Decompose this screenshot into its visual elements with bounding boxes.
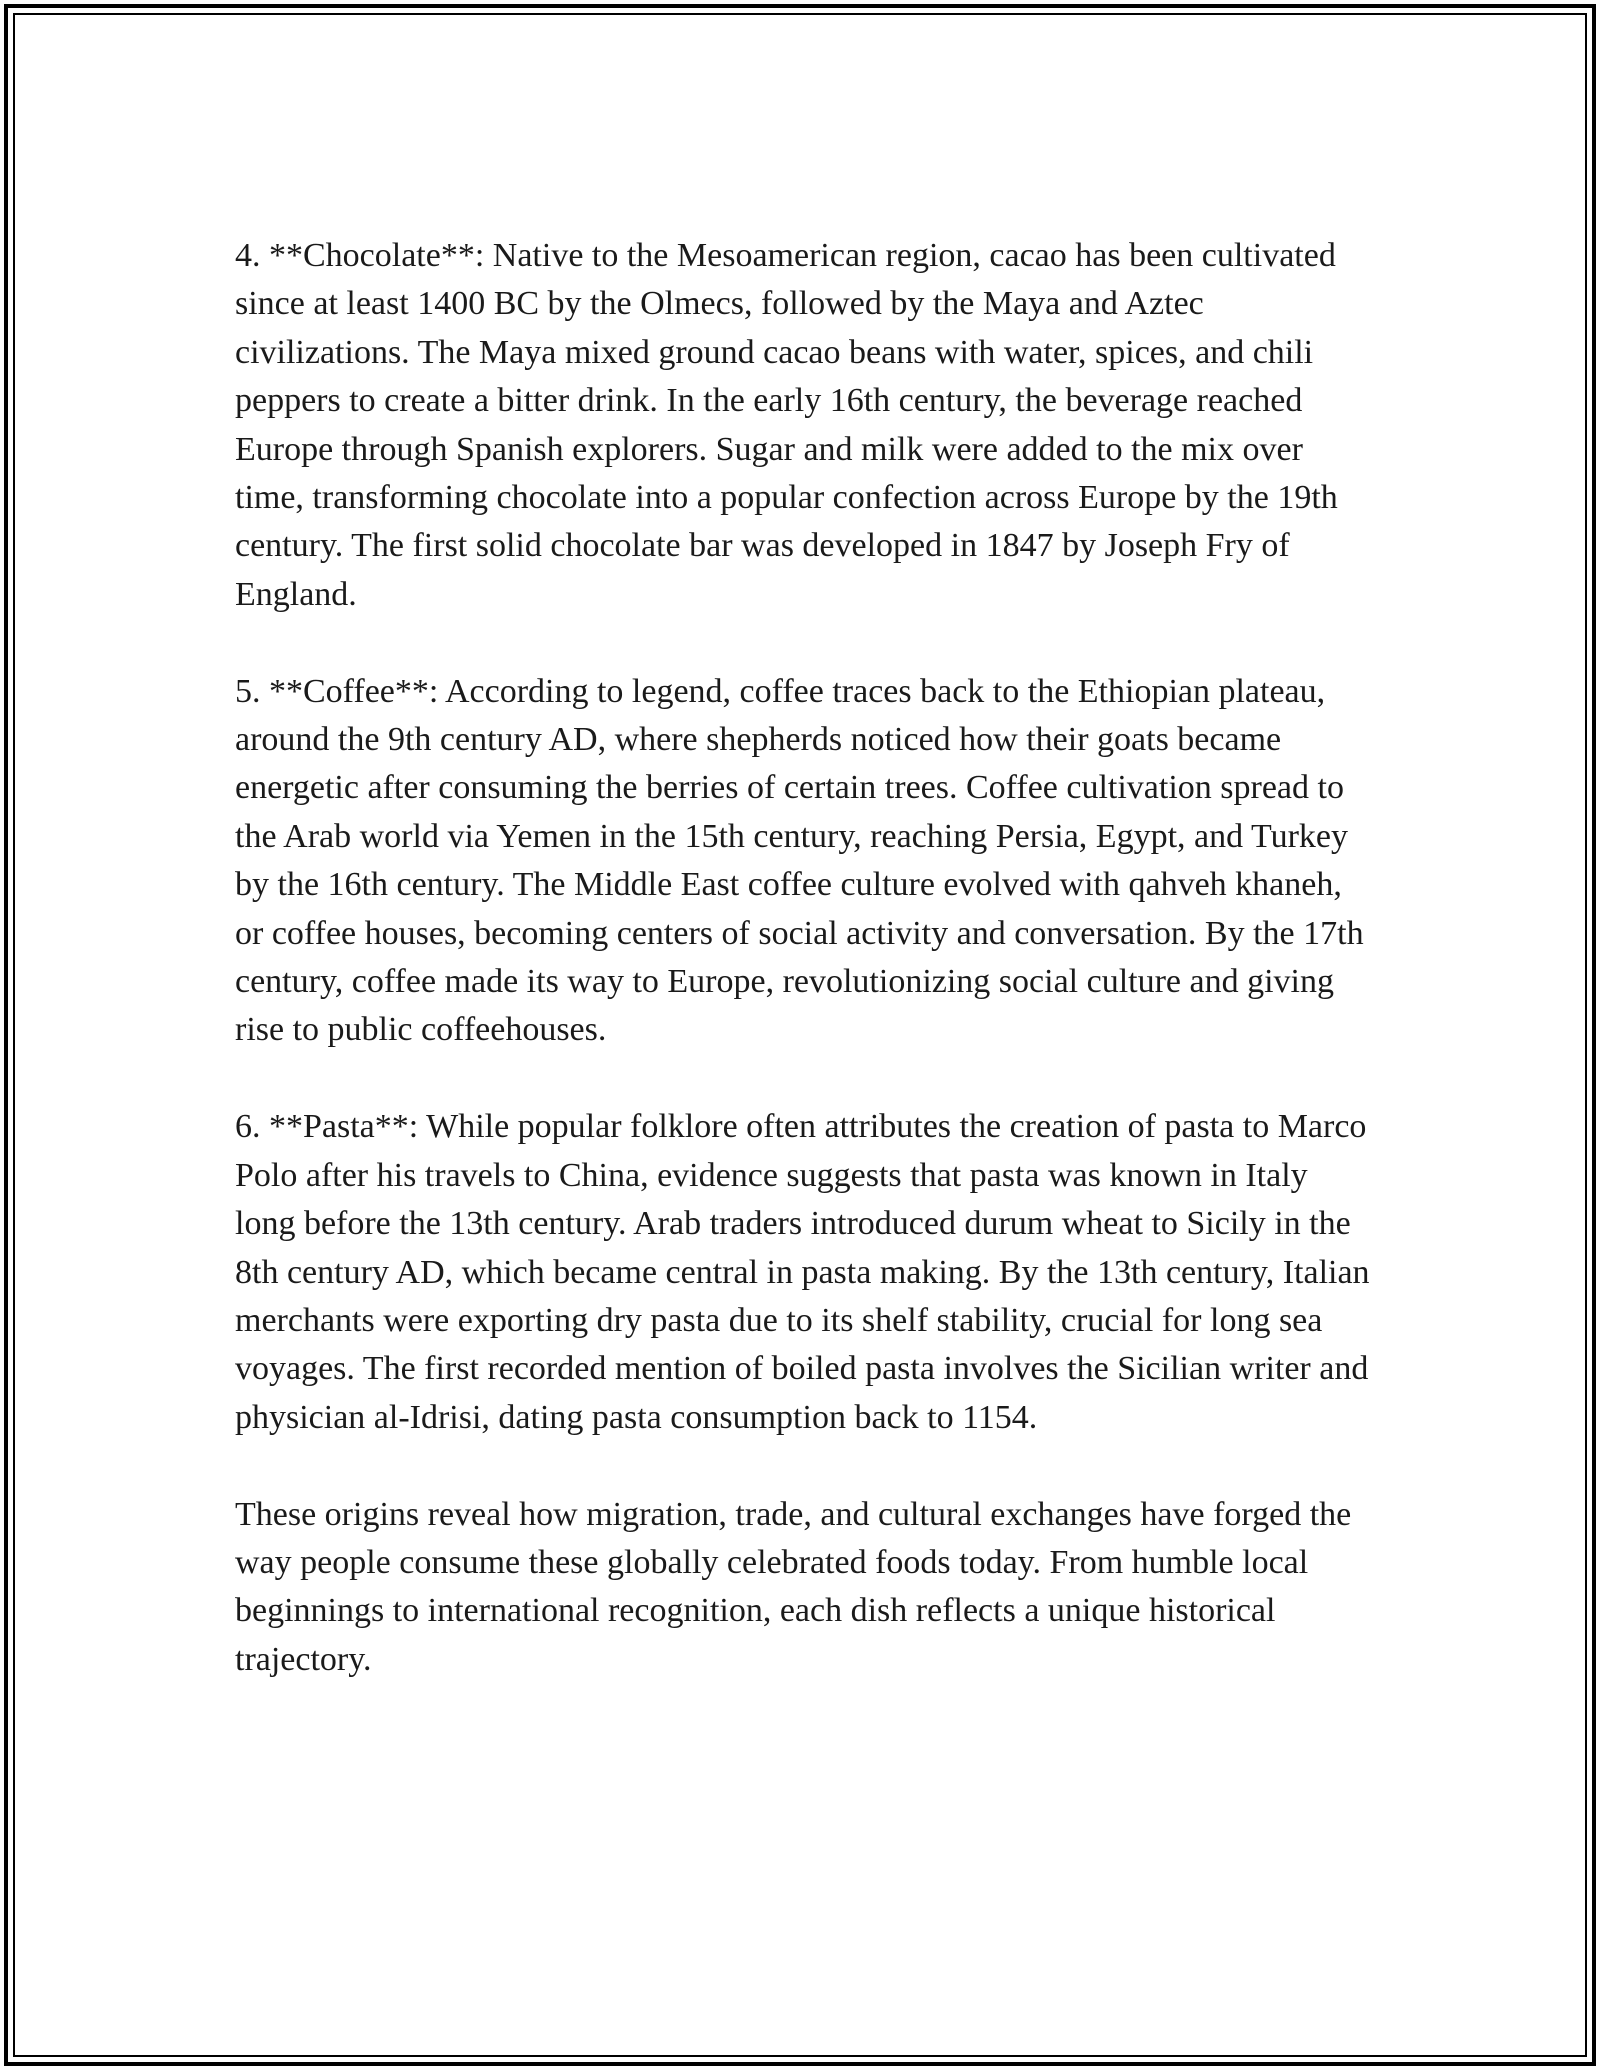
document-body xyxy=(235,232,1375,1733)
paragraph-pasta: 6. **Pasta**: While popular folklore often attributes the creation of pasta to Marco Polo after his travels to China, evidence suggests that pasta was known in Italy long before the 13th century. Arab traders introduced durum wheat to Sicily in the 8th century AD, which became central in pasta making. By the 13th century, Italian merchants were exporting dry pasta due to its shelf stability, crucial for long sea voyages. The first recorded mention of boiled pasta involves the Sicilian writer and physician al-Idrisi, dating pasta consumption back to 1154. xyxy=(235,1108,1370,1436)
paragraph-conclusion: These origins reveal how migration, trade, and cultural exchanges have forged the way people consume these globally celebrated foods today. From humble local beginnings to international recognition, each dish reflects a unique historical trajectory. xyxy=(235,1495,1352,1678)
paragraph-coffee: 5. **Coffee**: According to legend, coffee traces back to the Ethiopian plateau, around the 9th century AD, where shepherds noticed how their goats became energetic after consuming the berries of certain trees. Coffee cultivation spread to the Arab world via Yemen in the 15th century, reaching Persia, Egypt, and Turkey by the 16th century. The Middle East coffee culture evolved with qahveh khaneh, or coffee houses, becoming centers of social activity and conversation. By the 17th century, coffee made its way to Europe, revolutionizing social culture and giving rise to public coffeehouses. xyxy=(235,672,1364,1049)
paragraph-chocolate: 4. **Chocolate**: Native to the Mesoamerican region, cacao has been cultivated since at least 1400 BC by the Olmecs, followed by the Maya and Aztec civilizations. The Maya mixed ground cacao beans with water, spices, and chili peppers to create a bitter drink. In the early 16th century, the beverage reached Europe through Spanish explorers. Sugar and milk were added to the mix over time, transforming chocolate into a popular confection across Europe by the 19th century. The first solid chocolate bar was developed in 1847 by Joseph Fry of England. xyxy=(235,237,1338,613)
